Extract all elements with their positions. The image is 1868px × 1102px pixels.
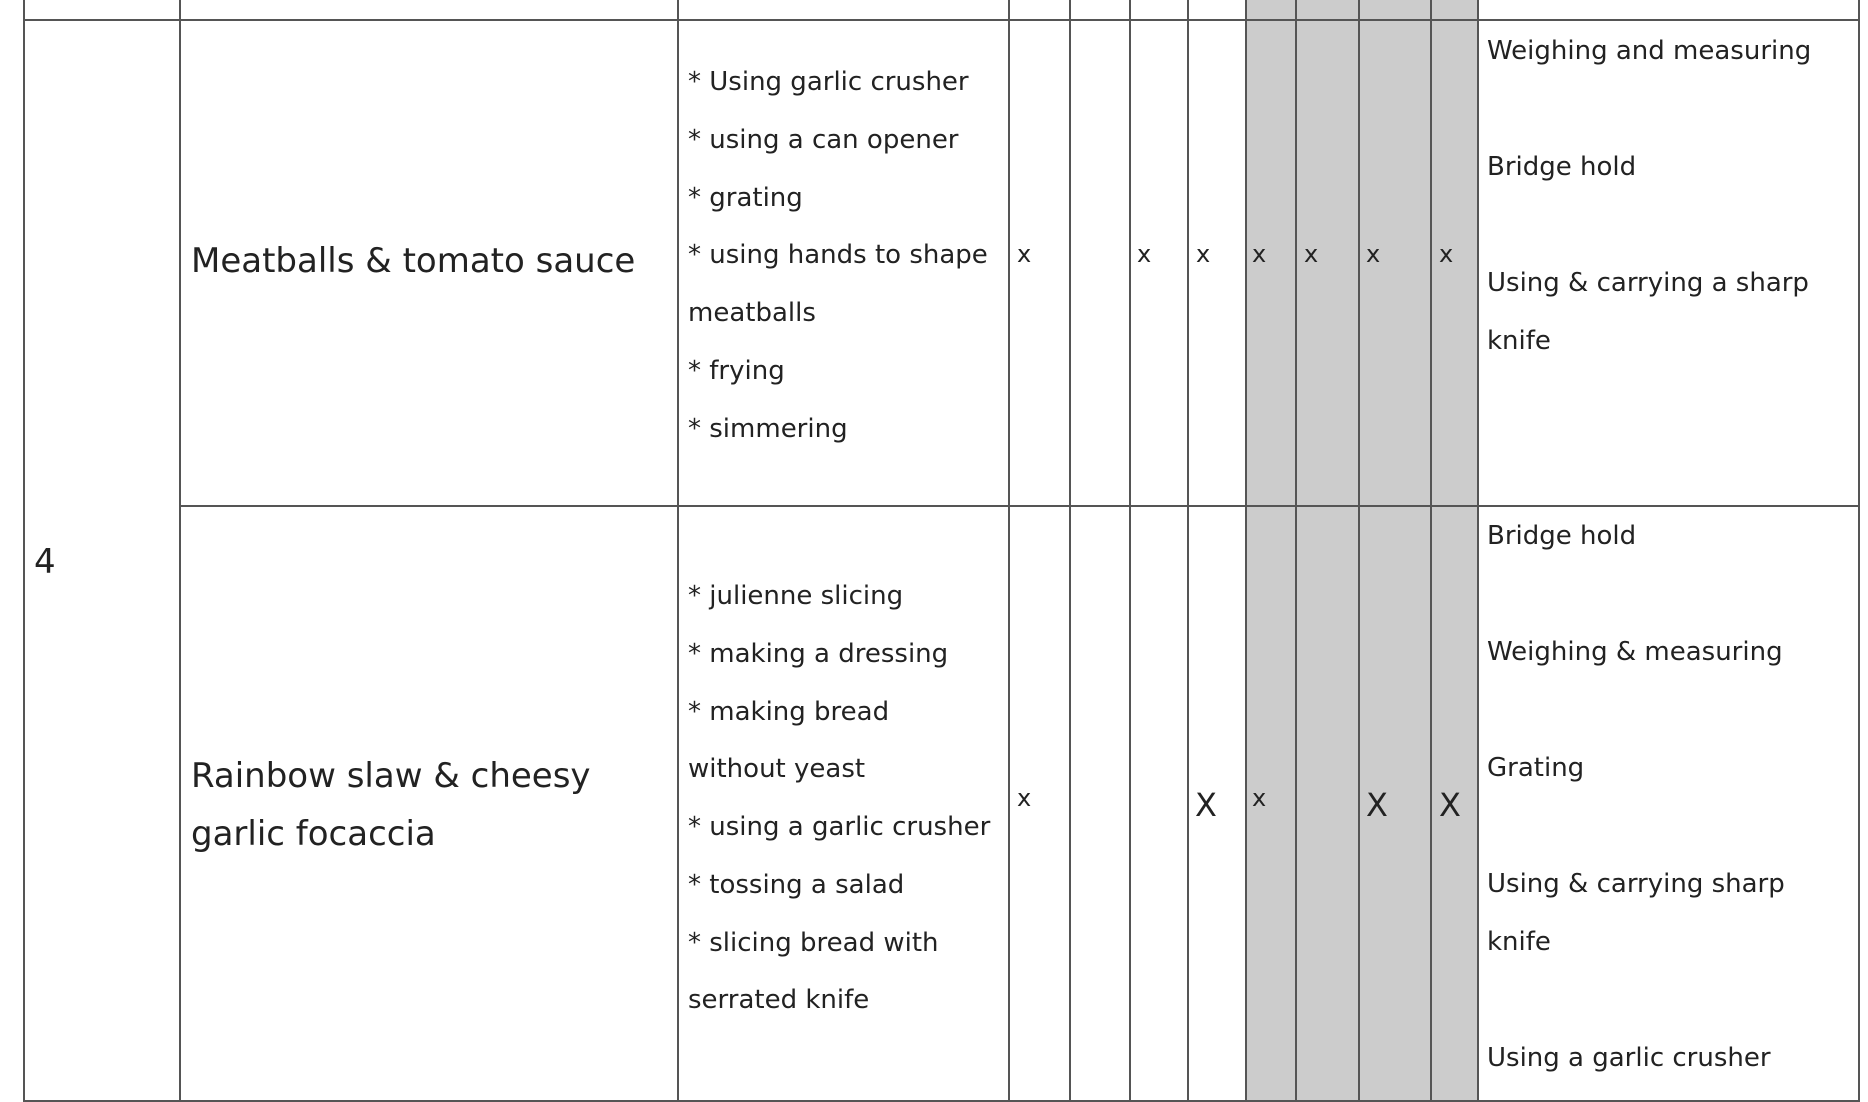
mark-cell: x <box>1252 240 1267 268</box>
skill-item: * making bread <box>688 697 890 727</box>
skill-item: * simmering <box>688 414 848 444</box>
grid-vline <box>1430 0 1432 1102</box>
recipe-name-line: Rainbow slaw & cheesy <box>191 756 591 796</box>
safety-item: knife <box>1487 326 1551 356</box>
grid-vline <box>1245 0 1247 1102</box>
grid-vline <box>23 0 25 1102</box>
skill-item: * grating <box>688 183 803 213</box>
grid-vline <box>1477 0 1479 1102</box>
mark-cell: x <box>1366 240 1381 268</box>
recipe-name-line: garlic focaccia <box>191 814 436 854</box>
grid-vline <box>1358 0 1360 1102</box>
mark-cell: x <box>1304 240 1319 268</box>
skill-item: meatballs <box>688 298 816 328</box>
mark-cell: x <box>1439 240 1454 268</box>
grid-hline <box>23 19 1860 21</box>
grid-vline <box>1069 0 1071 1102</box>
mark-cell: x <box>1137 240 1152 268</box>
grid-vline <box>1008 0 1010 1102</box>
safety-item: Grating <box>1487 753 1585 783</box>
mark-cell: x <box>1017 784 1032 812</box>
safety-item: Bridge hold <box>1487 152 1637 182</box>
safety-item: Using & carrying sharp <box>1487 869 1785 899</box>
week-number: 4 <box>34 542 56 582</box>
shaded-column <box>1245 0 1478 1102</box>
mark-cell: x <box>1017 240 1032 268</box>
mark-cell: x <box>1196 240 1211 268</box>
safety-item: Bridge hold <box>1487 521 1637 551</box>
mark-cell: X <box>1439 786 1461 824</box>
safety-item: Weighing & measuring <box>1487 637 1783 667</box>
mark-cell: x <box>1252 784 1267 812</box>
mark-cell: X <box>1195 786 1217 824</box>
skill-item: * slicing bread with <box>688 928 939 958</box>
safety-item: knife <box>1487 927 1551 957</box>
grid-vline <box>179 0 181 1102</box>
grid-vline <box>1295 0 1297 1102</box>
grid-hline <box>179 505 1860 507</box>
recipe-name: Meatballs & tomato sauce <box>191 241 636 281</box>
skill-item: without yeast <box>688 754 866 784</box>
skill-item: * Using garlic crusher <box>688 67 969 97</box>
safety-item: Weighing and measuring <box>1487 36 1812 66</box>
skill-item: * frying <box>688 356 785 386</box>
grid-vline <box>1129 0 1131 1102</box>
grid-vline <box>1187 0 1189 1102</box>
skill-item: serrated knife <box>688 985 870 1015</box>
safety-item: Using & carrying a sharp <box>1487 268 1809 298</box>
grid-vline <box>1858 0 1860 1102</box>
mark-cell: X <box>1366 786 1388 824</box>
skill-item: * making a dressing <box>688 639 949 669</box>
skill-item: * julienne slicing <box>688 581 904 611</box>
grid-vline <box>677 0 679 1102</box>
skill-item: * using hands to shape <box>688 240 988 270</box>
skill-item: * using a garlic crusher <box>688 812 991 842</box>
skill-item: * tossing a salad <box>688 870 905 900</box>
skill-item: * using a can opener <box>688 125 959 155</box>
safety-item: Using a garlic crusher <box>1487 1043 1771 1073</box>
